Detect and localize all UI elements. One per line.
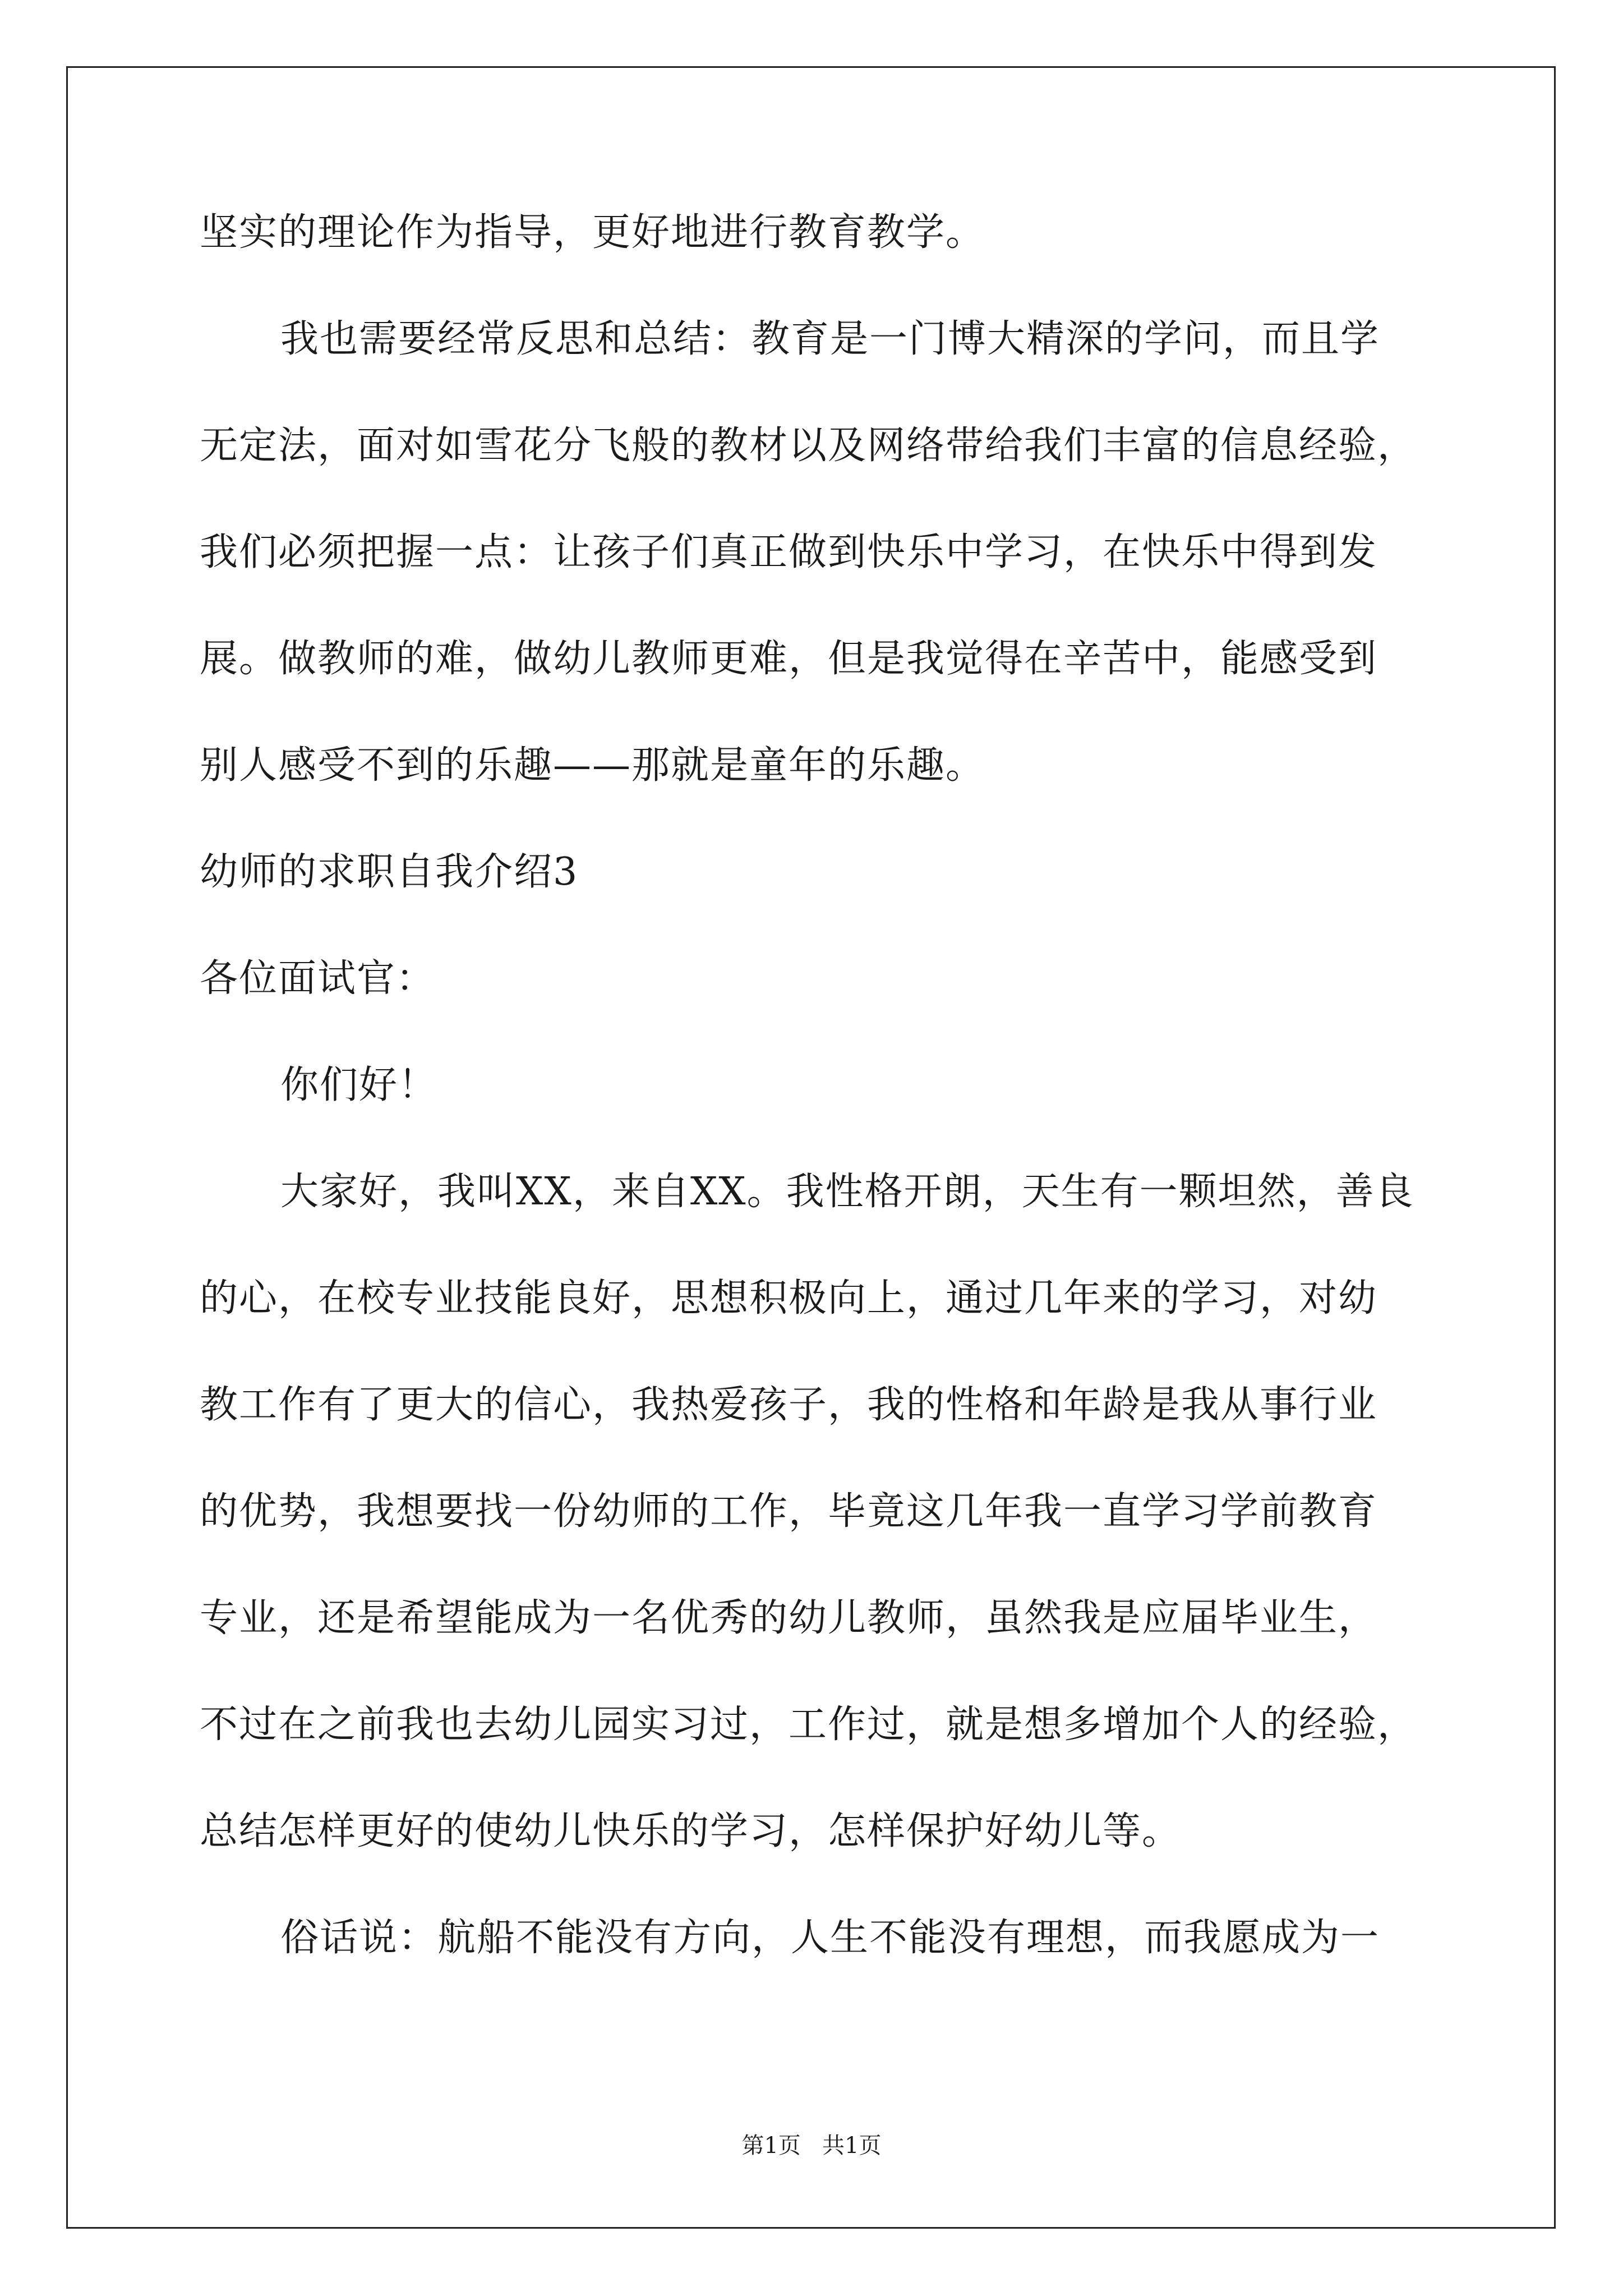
text-line-1: 坚实的理论作为指导，更好地进行教育教学。 <box>200 210 985 255</box>
salutation: 各位面试官： <box>200 956 436 1001</box>
text-line-14: 专业，还是希望能成为一名优秀的幼儿教师，虽然我是应届毕业生， <box>200 1596 1378 1640</box>
text-line-10: 大家好，我叫XX，来自XX。我性格开朗，天生有一颗坦然，善良 <box>280 1170 1414 1214</box>
text-line-6: 别人感受不到的乐趣——那就是童年的乐趣。 <box>200 743 985 788</box>
text-line-13: 的优势，我想要找一份幼师的工作，毕竟这几年我一直学习学前教育 <box>200 1489 1378 1534</box>
text-line-12: 教工作有了更大的信心，我热爱孩子，我的性格和年龄是我从事行业 <box>200 1383 1378 1427</box>
greeting: 你们好！ <box>280 1063 438 1107</box>
page-number-footer: 第1页 共1页 <box>741 2133 882 2159</box>
text-line-3: 无定法，面对如雪花分飞般的教材以及网络带给我们丰富的信息经验， <box>200 424 1417 468</box>
text-line-4: 我们必须把握一点：让孩子们真正做到快乐中学习，在快乐中得到发 <box>200 530 1378 574</box>
text-line-11: 的心，在校专业技能良好，思想积极向上，通过几年来的学习，对幼 <box>200 1276 1378 1320</box>
section-heading: 幼师的求职自我介绍3 <box>200 850 579 894</box>
text-line-17: 俗话说：航船不能没有方向，人生不能没有理想，而我愿成为一 <box>280 1916 1380 1960</box>
text-line-2: 我也需要经常反思和总结：教育是一门博大精深的学问，而且学 <box>280 317 1380 361</box>
text-line-5: 展。做教师的难，做幼儿教师更难，但是我觉得在辛苦中，能感受到 <box>200 637 1378 681</box>
text-line-15: 不过在之前我也去幼儿园实习过，工作过，就是想多增加个人的经验， <box>200 1703 1417 1747</box>
page-border <box>66 66 1556 2229</box>
text-line-16: 总结怎样更好的使幼儿快乐的学习，怎样保护好幼儿等。 <box>200 1809 1182 1853</box>
